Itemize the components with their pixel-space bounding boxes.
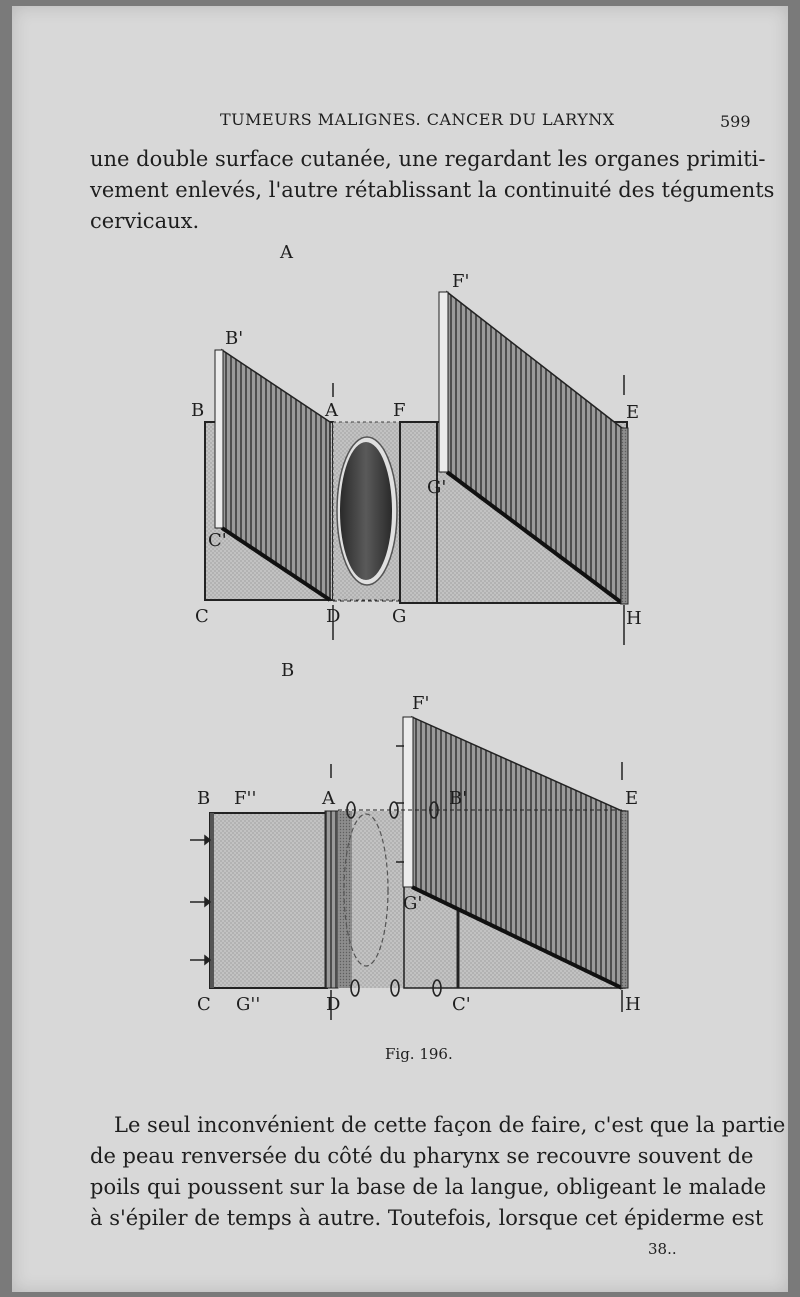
text-line: de peau renversée du côté du pharynx se recouvre souvent de <box>90 1144 754 1168</box>
label-d: D <box>326 606 341 627</box>
right-flap-edge <box>403 717 413 887</box>
text-line: vement enlevés, l'autre rétablissant la continuité des téguments <box>90 178 775 202</box>
label-g: G <box>392 606 407 627</box>
label-a: A <box>325 400 338 421</box>
label-f-prime: F' <box>412 693 430 714</box>
running-title: TUMEURS MALIGNES. CANCER DU LARYNX <box>220 110 615 129</box>
label-f-double: F'' <box>234 788 257 809</box>
text-line: une double surface cutanée, une regardant les organes primiti- <box>90 147 766 171</box>
panel-label-b: B <box>281 660 295 681</box>
left-hatched-strip <box>325 811 338 988</box>
label-g-prime: G' <box>427 477 447 498</box>
arrow-marks <box>190 836 210 964</box>
right-flap-edge <box>439 292 448 472</box>
label-f-prime: F' <box>452 271 470 292</box>
folded-flap-edge <box>210 813 214 988</box>
label-a: A <box>322 788 335 809</box>
right-edge-band <box>621 428 628 604</box>
label-b-prime: B' <box>449 788 468 809</box>
signature-mark: 38.. <box>648 1240 677 1258</box>
label-f: F <box>393 400 406 421</box>
left-flap-edge <box>215 350 223 528</box>
right-edge-band <box>621 811 628 988</box>
label-c: C <box>197 994 211 1015</box>
text-line: cervicaux. <box>90 209 200 233</box>
panel-label-a: A <box>280 242 293 263</box>
label-b-prime: B' <box>225 328 244 349</box>
figure-caption: Fig. 196. <box>385 1045 453 1063</box>
text-line: poils qui poussent sur la base de la langue, obligeant le malade <box>90 1175 767 1199</box>
right-strip <box>400 422 437 603</box>
label-d: D <box>326 994 341 1015</box>
label-b: B <box>191 400 205 421</box>
text-line: à s'épiler de temps à autre. Toutefois, lorsque cet épiderme est <box>90 1206 764 1230</box>
label-e: E <box>626 402 640 423</box>
label-g-double: G'' <box>236 994 261 1015</box>
label-h: H <box>625 994 641 1015</box>
label-e: E <box>625 788 639 809</box>
label-b: B <box>197 788 211 809</box>
figure-a <box>205 292 628 645</box>
figure-b <box>190 717 628 1020</box>
label-c-prime: C' <box>208 530 227 551</box>
label-c-prime: C' <box>452 994 471 1015</box>
folded-flap <box>210 813 327 988</box>
page-number: 599 <box>720 112 751 131</box>
text-line: Le seul inconvénient de cette façon de faire, c'est que la partie <box>114 1113 786 1137</box>
label-g-prime: G' <box>403 893 423 914</box>
label-c: C <box>195 606 209 627</box>
pharyngeal-opening <box>340 442 392 580</box>
label-h: H <box>626 608 642 629</box>
paragraph-body <box>90 1110 786 1234</box>
